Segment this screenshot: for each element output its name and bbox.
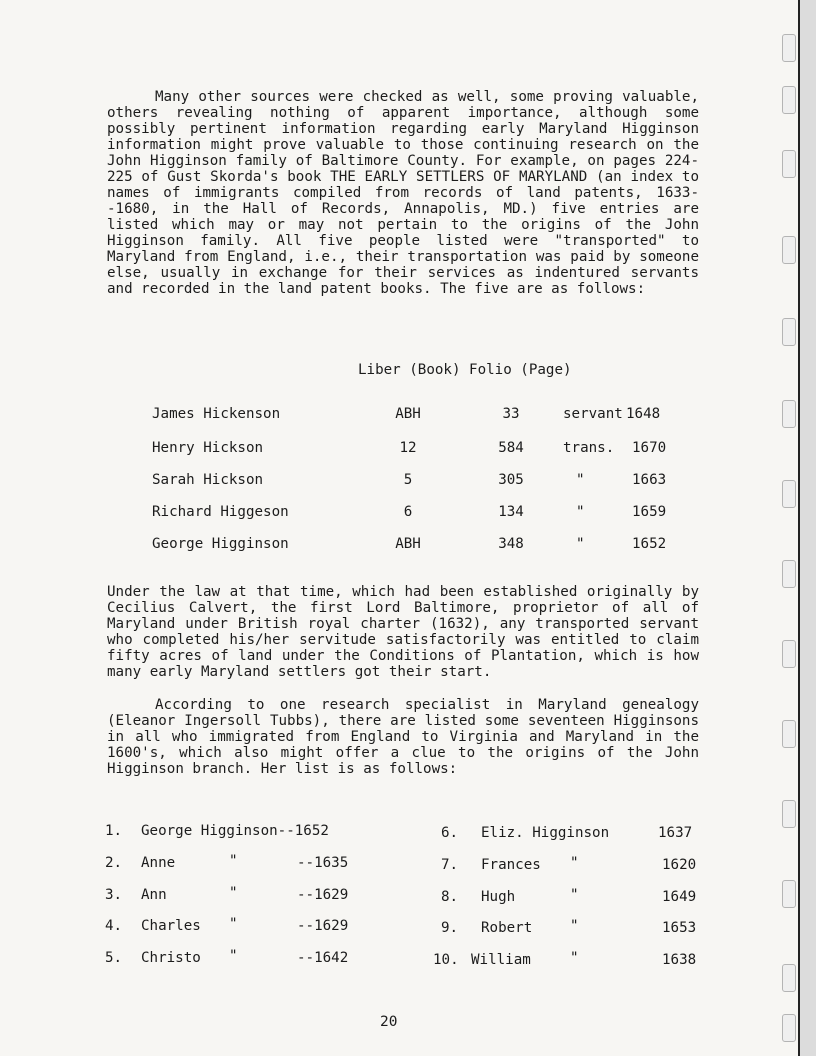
list-name: Eliz. Higginson xyxy=(481,825,610,841)
list-name: Frances xyxy=(481,857,541,873)
patent-name: Henry Hickson xyxy=(152,440,264,456)
list-number: 9. xyxy=(441,920,459,936)
patent-book: 5 xyxy=(403,472,413,488)
list-name: Christo xyxy=(141,950,201,966)
list-name: Anne xyxy=(141,855,176,871)
patent-year: 1652 xyxy=(632,536,667,552)
list-year: 1653 xyxy=(662,920,697,936)
list-year: 1620 xyxy=(662,857,697,873)
binding-hole xyxy=(782,150,796,178)
list-year: --1635 xyxy=(297,855,349,871)
patent-year: 1670 xyxy=(632,440,667,456)
patent-book: ABH xyxy=(395,536,421,552)
list-number: 4. xyxy=(105,918,123,934)
list-year: --1642 xyxy=(297,950,349,966)
patent-name: Sarah Hickson xyxy=(152,472,264,488)
patent-folio: 584 xyxy=(498,440,524,456)
patent-name: Richard Higgeson xyxy=(152,504,289,520)
paragraph-law: Under the law at that time, which had been established originally by Cecilius Calvert, the first Lord Baltimore, proprietor of all of Maryland under British royal charter (1632), any transported servant who completed his/her servitude satisfactorily was entitled to claim fifty acres of land under the Conditions of Plantation, which is how many early Maryland settlers got their start. xyxy=(107,584,708,680)
binding-hole xyxy=(782,880,796,908)
list-number: 6. xyxy=(441,825,459,841)
list-number: 5. xyxy=(105,950,123,966)
list-name: Robert xyxy=(481,920,533,936)
patent-name: George Higginson xyxy=(152,536,289,552)
list-ditto: " xyxy=(570,918,579,934)
list-year: 1637 xyxy=(658,825,693,841)
patent-folio: 134 xyxy=(498,504,524,520)
binding-hole xyxy=(782,86,796,114)
binding-hole xyxy=(782,640,796,668)
list-ditto: " xyxy=(570,855,579,871)
patent-status: " xyxy=(576,536,585,552)
list-number: 2. xyxy=(105,855,123,871)
patent-year: 1648 xyxy=(626,406,661,422)
list-number: 3. xyxy=(105,887,123,903)
page-number: 20 xyxy=(380,1014,398,1030)
patent-book: 6 xyxy=(403,504,413,520)
patent-folio: 305 xyxy=(498,472,524,488)
binding-hole xyxy=(782,1014,796,1042)
list-ditto: " xyxy=(229,948,238,964)
list-number: 8. xyxy=(441,889,459,905)
binding-hole xyxy=(782,318,796,346)
patent-status: servant xyxy=(563,406,623,422)
paragraph-specialist: According to one research specialist in Maryland genealogy (Eleanor Ingersoll Tubbs), there are listed some seventeen Higginsons in all who immigrated from England to Virginia and Maryland in the 1600's, which also might offer a clue to the origins of the John Higginson branch. Her list is as follows: xyxy=(107,697,708,777)
list-number: 1. xyxy=(105,823,123,839)
binding-hole xyxy=(782,720,796,748)
list-year: --1629 xyxy=(297,918,349,934)
patent-status: " xyxy=(576,504,585,520)
patent-table-heading: Liber (Book) Folio (Page) xyxy=(358,362,572,378)
patent-year: 1659 xyxy=(632,504,667,520)
patent-book: ABH xyxy=(395,406,421,422)
binding-hole xyxy=(782,236,796,264)
binding-hole xyxy=(782,480,796,508)
binding-hole xyxy=(782,400,796,428)
binding-hole xyxy=(782,560,796,588)
list-name: Charles xyxy=(141,918,201,934)
page-edge xyxy=(798,0,816,1056)
patent-folio: 348 xyxy=(498,536,524,552)
patent-book: 12 xyxy=(399,440,417,456)
binding-hole xyxy=(782,964,796,992)
list-name: William xyxy=(471,952,531,968)
binding-holes xyxy=(782,34,796,1044)
list-ditto: " xyxy=(229,885,238,901)
list-number: 10. xyxy=(433,952,459,968)
list-number: 7. xyxy=(441,857,459,873)
list-year: 1649 xyxy=(662,889,697,905)
list-name: Hugh xyxy=(481,889,516,905)
patent-status: " xyxy=(576,472,585,488)
list-ditto: " xyxy=(570,887,579,903)
binding-hole xyxy=(782,34,796,62)
patent-status: trans. xyxy=(563,440,615,456)
binding-hole xyxy=(782,800,796,828)
list-name: Ann xyxy=(141,887,167,903)
list-ditto: " xyxy=(229,853,238,869)
paragraph-sources: Many other sources were checked as well, some proving valuable, others revealing nothing of apparent importance, although some possibly pertinent information regarding early Maryland Higginson information might prove valuable to those continuing research on the John Higginson family of Baltimore County. For example, on pages 224-225 of Gust Skorda's book THE EARLY SETTLERS OF MARYLAND (an index to names of immigrants compiled from records of land patents, 1633--1680, in the Hall of Records, Annapolis, MD.) five entries are listed which may or may not pertain to the origins of the John Higginson family. All five people listed were "transported" to Maryland from England, i.e., their transportation was paid by someone else, usually in exchange for their services as indentured servants and recorded in the land patent books. The five are as follows: xyxy=(107,89,708,297)
list-ditto: " xyxy=(570,950,579,966)
list-name: George Higginson--1652 xyxy=(141,823,329,839)
patent-year: 1663 xyxy=(632,472,667,488)
list-ditto: " xyxy=(229,916,238,932)
list-year: 1638 xyxy=(662,952,697,968)
patent-name: James Hickenson xyxy=(152,406,281,422)
patent-folio: 33 xyxy=(502,406,520,422)
list-year: --1629 xyxy=(297,887,349,903)
